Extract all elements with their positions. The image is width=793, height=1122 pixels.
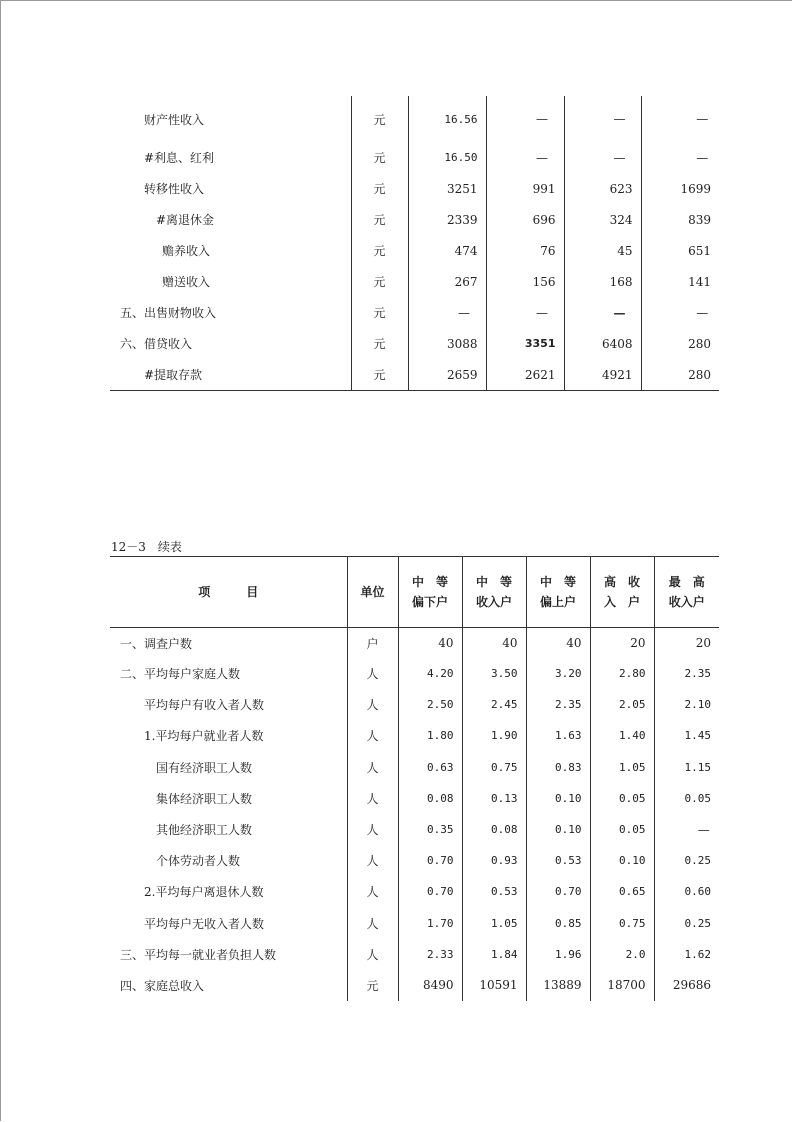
- header-col-middle: [462, 557, 526, 628]
- unit-cell: 人: [347, 814, 398, 845]
- value-cell: —: [486, 96, 564, 142]
- value-cell: —: [408, 297, 486, 328]
- value-cell: 0.13: [462, 783, 526, 814]
- table-row: [110, 908, 719, 939]
- table-row: [110, 876, 719, 907]
- unit-cell: 人: [347, 876, 398, 907]
- value-cell: 0.25: [654, 908, 719, 939]
- table-row: [110, 689, 719, 720]
- value-cell: 2.33: [398, 939, 462, 970]
- value-cell: 6408: [564, 328, 641, 359]
- row-label: 赠送收入: [162, 275, 211, 289]
- table-row: [110, 752, 719, 783]
- row-label: 集体经济职工人数: [156, 791, 253, 806]
- value-cell: —: [564, 142, 641, 173]
- value-cell: 1.90: [462, 720, 526, 751]
- value-cell: 2.10: [654, 689, 719, 720]
- value-cell: 20: [654, 628, 719, 659]
- unit-cell: 人: [347, 939, 398, 970]
- value-cell: 0.25: [654, 845, 719, 876]
- header-line: 偏下户: [411, 595, 448, 609]
- value-cell: 0.85: [526, 908, 590, 939]
- unit-cell: 人: [347, 658, 398, 689]
- table-row: [110, 970, 719, 1001]
- row-label: #利息、红利: [144, 151, 215, 165]
- value-cell: 29686: [654, 970, 719, 1001]
- header-line: 中 等: [539, 575, 576, 589]
- table-row: [110, 658, 719, 689]
- header-col-lower-middle: [398, 557, 462, 628]
- value-cell: 1.40: [590, 720, 654, 751]
- value-cell: 2.0: [590, 939, 654, 970]
- value-cell: 0.60: [654, 876, 719, 907]
- value-cell: 4921: [564, 359, 641, 391]
- table-row: [110, 783, 719, 814]
- value-cell: 0.63: [398, 752, 462, 783]
- value-cell: 20: [590, 628, 654, 659]
- header-line: 最 高: [668, 575, 705, 589]
- table-row: [110, 359, 719, 391]
- row-label: 1.平均每户就业者人数: [144, 729, 264, 744]
- value-cell: 13889: [526, 970, 590, 1001]
- value-cell: 40: [526, 628, 590, 659]
- table-row: [110, 235, 719, 266]
- table-row: [110, 266, 719, 297]
- value-cell: 0.05: [654, 783, 719, 814]
- row-label: 平均每户无收入者人数: [144, 916, 265, 931]
- value-cell: 0.83: [526, 752, 590, 783]
- value-cell: 2.80: [590, 658, 654, 689]
- header-line: 收入户: [475, 595, 512, 609]
- value-cell: 2.35: [654, 658, 719, 689]
- unit-cell: 人: [347, 720, 398, 751]
- value-cell: 2.35: [526, 689, 590, 720]
- value-cell: 1.15: [654, 752, 719, 783]
- table-row: [110, 297, 719, 328]
- value-cell: 2.50: [398, 689, 462, 720]
- value-cell: 623: [564, 173, 641, 204]
- header-col-upper-middle: [526, 557, 590, 628]
- header-item: 项 目: [110, 557, 347, 628]
- unit-cell: 元: [351, 359, 408, 391]
- row-label: 国有经济职工人数: [156, 760, 253, 775]
- header-line: 中 等: [411, 575, 448, 589]
- value-cell: 3351: [486, 328, 564, 359]
- value-cell: 0.10: [590, 845, 654, 876]
- value-cell: 16.56: [408, 96, 486, 142]
- row-label: 四、家庭总收入: [120, 978, 205, 993]
- unit-cell: 人: [347, 752, 398, 783]
- table-row: [110, 173, 719, 204]
- value-cell: 1.80: [398, 720, 462, 751]
- value-cell: 40: [462, 628, 526, 659]
- header-line: 偏上户: [539, 595, 576, 609]
- value-cell: 1.63: [526, 720, 590, 751]
- income-table-top: [110, 96, 719, 391]
- value-cell: 18700: [590, 970, 654, 1001]
- value-cell: 651: [641, 235, 719, 266]
- header-line: 入 户: [603, 595, 640, 609]
- value-cell: 0.10: [526, 783, 590, 814]
- row-label: 五、出售财物收入: [120, 306, 217, 320]
- unit-cell: 元: [351, 204, 408, 235]
- value-cell: 839: [641, 204, 719, 235]
- value-cell: 0.70: [526, 876, 590, 907]
- unit-cell: 元: [351, 142, 408, 173]
- table-row: [110, 720, 719, 751]
- value-cell: 2339: [408, 204, 486, 235]
- household-table: [110, 556, 719, 1001]
- value-cell: —: [486, 142, 564, 173]
- value-cell: —: [641, 142, 719, 173]
- value-cell: 0.93: [462, 845, 526, 876]
- header-col-highest: [654, 557, 719, 628]
- value-cell: —: [564, 297, 641, 328]
- unit-cell: 元: [351, 297, 408, 328]
- value-cell: 76: [486, 235, 564, 266]
- table-row: [110, 628, 719, 659]
- row-label: 2.平均每户离退休人数: [144, 885, 264, 900]
- value-cell: 0.53: [462, 876, 526, 907]
- unit-cell: 人: [347, 689, 398, 720]
- value-cell: 2621: [486, 359, 564, 391]
- row-label: 一、调查户数: [120, 636, 193, 651]
- row-label: 个体劳动者人数: [156, 854, 241, 869]
- value-cell: 324: [564, 204, 641, 235]
- unit-cell: 元: [351, 96, 408, 142]
- row-label: 赡养收入: [162, 244, 211, 258]
- value-cell: 280: [641, 328, 719, 359]
- value-cell: 0.08: [462, 814, 526, 845]
- value-cell: 3088: [408, 328, 486, 359]
- value-cell: 1.45: [654, 720, 719, 751]
- value-cell: 1.62: [654, 939, 719, 970]
- unit-cell: 元: [347, 970, 398, 1001]
- value-cell: 0.05: [590, 783, 654, 814]
- table-row: [110, 96, 719, 142]
- value-cell: 45: [564, 235, 641, 266]
- row-label: 三、平均每一就业者负担人数: [120, 947, 277, 962]
- unit-cell: 元: [351, 235, 408, 266]
- row-label: #提取存款: [144, 368, 203, 382]
- value-cell: 280: [641, 359, 719, 391]
- row-label: #离退休金: [156, 213, 215, 227]
- value-cell: 3251: [408, 173, 486, 204]
- value-cell: 696: [486, 204, 564, 235]
- value-cell: 1.84: [462, 939, 526, 970]
- value-cell: 474: [408, 235, 486, 266]
- table-caption: 12－3 续表: [111, 540, 182, 554]
- row-label: 平均每户有收入者人数: [144, 698, 265, 713]
- value-cell: 1.05: [590, 752, 654, 783]
- value-cell: 0.70: [398, 876, 462, 907]
- row-label: 转移性收入: [144, 182, 205, 196]
- unit-cell: 人: [347, 783, 398, 814]
- value-cell: 1.05: [462, 908, 526, 939]
- table-row: [110, 328, 719, 359]
- value-cell: 40: [398, 628, 462, 659]
- value-cell: 16.50: [408, 142, 486, 173]
- value-cell: 0.75: [590, 908, 654, 939]
- unit-cell: 人: [347, 908, 398, 939]
- value-cell: 0.70: [398, 845, 462, 876]
- value-cell: —: [641, 297, 719, 328]
- unit-cell: 元: [351, 328, 408, 359]
- header-row: [110, 557, 719, 628]
- value-cell: 3.20: [526, 658, 590, 689]
- value-cell: 156: [486, 266, 564, 297]
- value-cell: 0.75: [462, 752, 526, 783]
- header-line: 高 收: [603, 575, 640, 589]
- value-cell: 1.70: [398, 908, 462, 939]
- value-cell: 10591: [462, 970, 526, 1001]
- table-row: [110, 142, 719, 173]
- unit-cell: 元: [351, 266, 408, 297]
- unit-cell: 元: [351, 173, 408, 204]
- value-cell: —: [486, 297, 564, 328]
- value-cell: 0.08: [398, 783, 462, 814]
- table-row: [110, 204, 719, 235]
- value-cell: 8490: [398, 970, 462, 1001]
- value-cell: 1699: [641, 173, 719, 204]
- value-cell: 2.45: [462, 689, 526, 720]
- value-cell: 2.05: [590, 689, 654, 720]
- table-row: [110, 845, 719, 876]
- unit-cell: 户: [347, 628, 398, 659]
- row-label: 财产性收入: [144, 112, 205, 127]
- unit-cell: 人: [347, 845, 398, 876]
- row-label: 六、借贷收入: [120, 337, 193, 351]
- table-row: [110, 814, 719, 845]
- value-cell: 0.65: [590, 876, 654, 907]
- header-line: 收入户: [668, 595, 705, 609]
- value-cell: 2659: [408, 359, 486, 391]
- table-row: [110, 939, 719, 970]
- value-cell: —: [641, 96, 719, 142]
- header-col-high: [590, 557, 654, 628]
- value-cell: —: [564, 96, 641, 142]
- value-cell: 168: [564, 266, 641, 297]
- value-cell: 1.96: [526, 939, 590, 970]
- header-unit: 单位: [347, 557, 398, 628]
- header-line: 中 等: [475, 575, 512, 589]
- value-cell: 991: [486, 173, 564, 204]
- value-cell: 3.50: [462, 658, 526, 689]
- value-cell: 0.53: [526, 845, 590, 876]
- row-label: 其他经济职工人数: [156, 823, 253, 838]
- value-cell: 4.20: [398, 658, 462, 689]
- value-cell: 0.10: [526, 814, 590, 845]
- row-label: 二、平均每户家庭人数: [120, 667, 241, 682]
- value-cell: 141: [641, 266, 719, 297]
- value-cell: 0.35: [398, 814, 462, 845]
- value-cell: 0.05: [590, 814, 654, 845]
- value-cell: 267: [408, 266, 486, 297]
- value-cell: —: [654, 814, 719, 845]
